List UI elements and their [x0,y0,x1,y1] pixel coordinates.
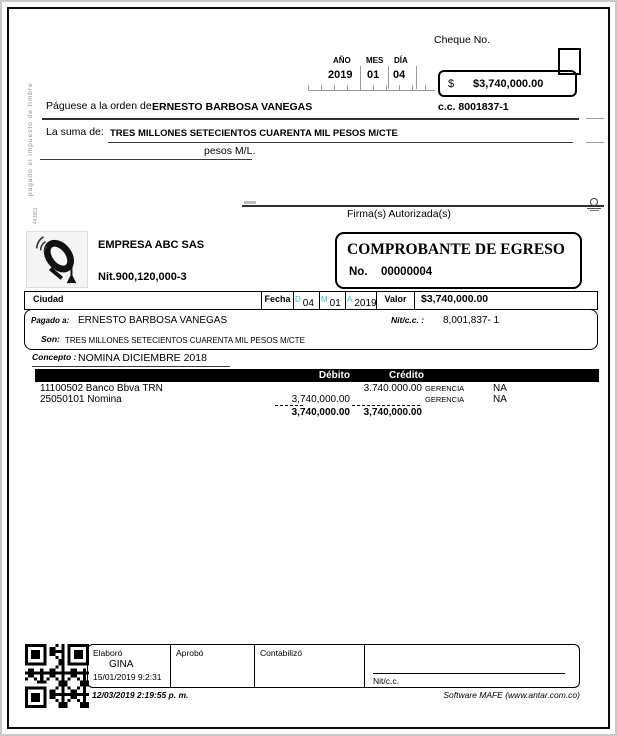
amount-in-words: TRES MILLONES SETECIENTOS CUARENTA MIL PESOS M/CTE [110,128,398,139]
account-name: Nomina [87,394,122,405]
son-words: TRES MILLONES SETECIENTOS CUARENTA MIL PESOS M/CTE [65,336,305,345]
info-row [24,291,598,310]
day-number: 04 [302,298,314,309]
voucher-number: 00000004 [381,266,433,278]
payee-name: ERNESTO BARBOSA VANEGAS [152,101,313,113]
ledger-row-flag: NA [493,383,507,394]
day-letter: D [295,295,301,304]
month-value: 01 [367,69,380,81]
elaboro-label: Elaboró [93,648,123,658]
elaboro-date: 15/01/2019 9:2:31 [93,672,162,682]
year-label: AÑO [333,56,351,65]
voucher-title: COMPROBANTE DE EGRESO [347,241,565,258]
total-credit: 3,740,000.00 [363,407,422,418]
value-label: Valor [376,292,414,309]
paid-to-name: ERNESTO BARBOSA VANEGAS [78,315,228,326]
currency-symbol: $ [448,78,455,90]
ledger-row-flag: NA [493,394,507,405]
sum-label: La suma de: [46,126,104,138]
print-artifact [244,201,256,204]
aprobo-label: Aprobó [176,648,204,658]
total-debit: 3,740,000.00 [291,407,350,418]
elaboro-name: GINA [109,659,134,670]
words-rule-end [586,142,604,143]
stamp-code: 443851 [33,207,39,224]
debit-header: Débito [318,370,350,381]
account-name: Banco Bbva TRN [85,383,163,394]
satellite-dish-icon [27,232,87,287]
footer-signature-cell [364,645,579,687]
totals-dash-line [352,405,420,406]
value-amount: $3,740,000.00 [414,292,597,309]
year-value: 2019 [328,69,353,81]
cheque-rule [42,118,579,120]
city-label: Ciudad [33,294,64,304]
date-tick-ruler [308,85,435,91]
ledger-row-account [40,394,122,406]
company-logo [26,231,88,288]
voucher-number-label: No. [349,266,368,278]
signature-line [242,205,604,207]
son-label: Son: [41,334,60,344]
account-code: 11100502 [40,383,84,394]
pesos-rule [40,159,252,160]
pay-to-label: Páguese a la orden de: [46,100,155,112]
concept-value: NOMINA DICIEMBRE 2018 [78,352,207,364]
software-credit: Software MAFE (www.antar.com.co) [443,690,580,700]
day-value: 04 [393,69,406,81]
totals-dash-line [275,405,303,406]
date-year-cell [345,292,376,309]
date-month-cell [319,292,345,309]
month-label: MES [366,56,384,65]
stamp-vertical-text: pagado el impuesto de timbre [27,82,34,196]
bank-seal-icon [586,198,602,211]
account-code: 25050101 [40,394,85,405]
pesos-ml-label: pesos M/L. [204,145,256,157]
page-border [7,7,610,729]
words-rule [108,142,573,143]
aprobo-cell [170,645,254,687]
footer-sign-box [87,644,580,688]
cheque-number-label: Cheque No. [434,34,491,46]
company-name: EMPRESA ABC SAS [98,239,205,251]
ledger-row-costcenter: GERENCIA [425,384,465,393]
day-label: DÍA [394,56,408,65]
cheque-amount: $3,740,000.00 [473,78,544,90]
qr-code [24,644,90,708]
credit-header: Crédito [389,370,424,381]
ledger-row-credit: 3.740.000.00 [363,383,422,394]
concept-label: Concepto : [32,352,77,362]
cheque-amount-box [438,70,577,97]
voucher-title-box [335,232,582,289]
ledger-row-account [40,383,163,395]
date-label: Fecha [261,292,293,309]
paid-to-label: Pagado a: [31,316,70,325]
year-letter: A [347,295,353,304]
elaboro-cell [88,645,170,687]
payee-id: c.c. 8001837-1 [438,101,509,113]
contabilizo-label: Contabilizó [260,648,303,658]
month-letter: M [321,295,328,304]
ledger-row-debit: 3,740,000.00 [291,394,350,405]
year-number: 2019 [354,298,377,309]
contabilizo-cell [254,645,364,687]
concept-rule [32,366,230,367]
cheque-rule-end [586,118,604,119]
ledger-row-costcenter: GERENCIA [425,395,465,404]
nit-cc-label: Nit/c.c. : [391,315,425,325]
nit-cc-value: 8,001,837- 1 [443,315,500,326]
footer-signature-line [373,673,565,674]
month-number: 01 [329,298,341,309]
print-timestamp: 12/03/2019 2:19:55 p. m. [92,690,189,700]
date-day-cell [293,292,319,309]
signature-label: Firma(s) Autorizada(s) [347,208,451,220]
paid-to-box [24,309,598,350]
footer-nit-label: Nit/c.c. [373,676,399,686]
company-nit: Nit.900,120,000-3 [98,271,187,283]
